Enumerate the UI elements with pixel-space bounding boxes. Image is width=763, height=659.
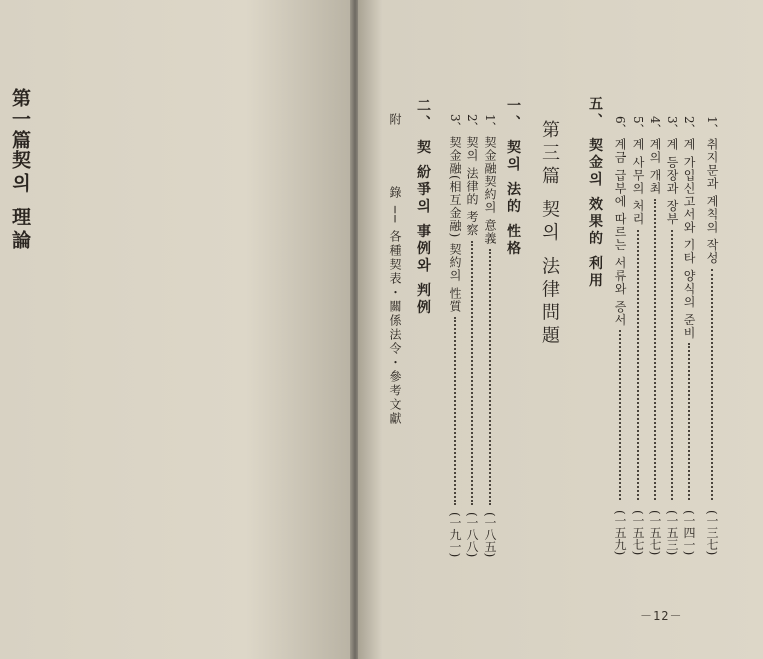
toc-entry-number: 2、 [682, 116, 696, 136]
toc-entry-page: (一九一) [448, 512, 462, 558]
toc-entry-page: (一八五) [483, 512, 497, 558]
toc-entry-number: 6、 [613, 116, 627, 136]
toc-entry-title: 계 가입신고서와 기타 양식의 준비 [682, 138, 696, 340]
page-number: －12－ [640, 609, 683, 623]
toc-entry-page: (一八八) [465, 512, 479, 558]
toc-leader-dots [637, 230, 641, 500]
toc-entry-title: 계금 급부에 따르는 서류와 증서 [613, 138, 627, 327]
toc-entry-title: 契의 法律的 考察 [465, 136, 479, 237]
left-part-title: 第一篇 [9, 88, 31, 151]
toc-entry-number: 3、 [448, 114, 462, 134]
toc-entry-title: 계 사무의 처리 [631, 138, 645, 226]
section-five-heading: 五、 契金의 效果的 利用 [587, 96, 603, 290]
toc-entry-title: 契金融契約의 意義 [483, 136, 497, 245]
toc-leader-dots [489, 249, 493, 505]
toc-entry-title: 계 등장과 장부 [665, 138, 679, 226]
toc-entry-page: (一五三) [665, 510, 679, 556]
left-page [0, 0, 352, 659]
toc-entry-title: 契金融(相互金融) 契約의 性質 [448, 136, 462, 313]
toc-leader-dots [619, 330, 623, 500]
toc-leader-dots [471, 241, 475, 505]
toc-entry-number: 2、 [465, 114, 479, 134]
toc-entry-page: (一三七) [705, 510, 719, 556]
toc-entry-title: 취지문과 계칙의 작성 [705, 138, 719, 265]
left-part-name: 契의 理論 [9, 150, 31, 253]
toc-leader-dots [654, 199, 658, 500]
toc-entry-page: (一五七) [648, 510, 662, 556]
toc-leader-dots [688, 343, 692, 500]
appendix-label: 附 [388, 113, 402, 127]
toc-entry-number: 5、 [631, 116, 645, 136]
toc-entry-page: (一五七) [631, 510, 645, 556]
toc-entry-number: 1、 [705, 116, 719, 136]
toc-leader-dots [454, 317, 458, 505]
part-three-title: 第三篇 契의 法律問題 [539, 120, 560, 349]
toc-entry-number: 3、 [665, 116, 679, 136]
section-one-heading: 一、 契의 法的 性格 [505, 98, 521, 258]
toc-leader-dots [711, 269, 715, 500]
toc-entry-page: (一五九) [613, 510, 627, 556]
toc-entry-number: 1、 [483, 114, 497, 134]
toc-entry-number: 4、 [648, 116, 662, 136]
section-two-heading: 二、 契 紛爭의 事例와 判例 [415, 98, 431, 317]
toc-entry-page: (一四一) [682, 510, 696, 556]
appendix-text: 錄 ── 各種契表・關係法令・參考文獻 [388, 186, 402, 427]
toc-entry-title: 계의 개최 [648, 138, 662, 195]
toc-leader-dots [671, 230, 675, 500]
